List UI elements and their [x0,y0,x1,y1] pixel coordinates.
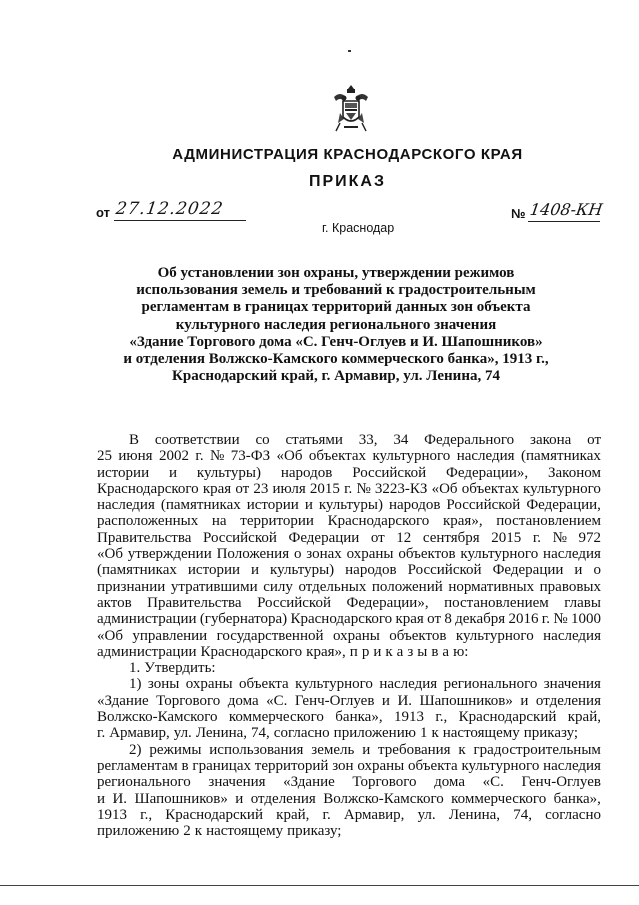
body-line: В соответствии со статьями 33, 34 Федерального закона от [129,432,601,448]
number-label: № [511,206,526,221]
title-line: «Здание Торгового дома «С. Генч-Оглуев и И. Шапошников» [129,333,543,350]
handwritten-number: 1408-КН [528,200,604,219]
order-title [100,265,572,385]
body-line: «Здание Торгового дома «С. Генч-Оглуев и И. Шапошников» и отделения [97,692,601,709]
body-line: 1. Утвердить: [129,660,216,677]
body-line: г. Армавир, ул. Ленина, 74, согласно приложению 1 к настоящему приказу; [97,725,579,742]
handwritten-date: 27.12.2022 [114,199,225,219]
body-line: Краснодарского края от 23 июля 2015 г. № 3223-КЗ «Об объектах культурного [97,480,601,497]
body-line: актов Правительства Российской Федерации», постановлением главы [97,594,601,611]
body-line: признании утратившими силу отдельных положений нормативных правовых [97,578,601,595]
title-line: культурного наследия регионального значения [175,316,497,333]
body-line: регламентам в границах территорий зон охраны объекта культурного наследия [97,757,601,774]
title-line: Краснодарский край, г. Армавир, ул. Ленина, 74 [172,368,500,385]
title-line: регламентам в границах территорий данных зон объекта [141,299,531,316]
body-line: 1913 г., Краснодарский край, г. Армавир, ул. Ленина, 74, согласно [97,806,601,823]
document-type-heading: ПРИКАЗ [308,173,386,190]
order-body-text [97,432,601,839]
body-line: 25 июня 2002 г. № 73-ФЗ «Об объектах культурного наследия (памятниках [97,448,601,465]
number-underline [528,221,600,222]
scan-speck [348,50,351,52]
body-line: наследия (памятниках истории и культуры) народов Российской Федерации, [97,497,601,514]
scan-edge-line [0,885,639,886]
body-line: приложению 2 к настоящему приказу; [97,823,342,840]
body-line: администрации (губернатора) Краснодарского края от 8 декабря 2016 г. № 1000 [97,611,601,628]
title-line: Об установлении зон охраны, утверждении режимов [157,265,515,281]
body-line: «Об управлении государственной охраны объектов культурного наследия [97,627,601,644]
body-line: Правительства Российской Федерации от 12 сентября 2015 г. № 972 [97,529,601,546]
body-line: регионального значения «Здание Торгового дома «С. Генч-Оглуев [97,774,601,791]
body-line: администрации Краснодарского края», п р и к а з ы в а ю: [97,643,469,660]
body-line: истории и культуры) народов Российской Федерации», Законом [97,464,601,481]
date-underline [114,220,246,221]
city-label: г. Краснодар [322,221,395,235]
body-line: Волжско-Камского коммерческого банка», 1913 г., Краснодарский край, [97,709,601,726]
body-line: 1) зоны охраны объекта культурного наследия регионального значения [129,676,601,693]
body-line: 2) режимы использования земель и требования к градостроительным [129,741,601,758]
authority-heading: АДМИНИСТРАЦИЯ КРАСНОДАРСКОГО КРАЯ [172,146,523,163]
coat-of-arms-icon [330,83,372,133]
body-line: (памятниках истории и культуры) народов Российской Федерации и о [97,562,601,579]
body-line: и И. Шапошников» и отделения Волжско-Камского коммерческого банка», [97,790,601,807]
date-label: от [96,205,110,220]
body-line: «Об утверждении Положения о зонах охраны объектов культурного наследия [97,546,601,563]
title-line: и отделения Волжско-Камского коммерческого банка», 1913 г., [123,351,549,368]
title-line: использования земель и требований к градостроительным [136,282,536,299]
body-line: расположенных на территории Краснодарского края», постановлением [97,513,601,530]
